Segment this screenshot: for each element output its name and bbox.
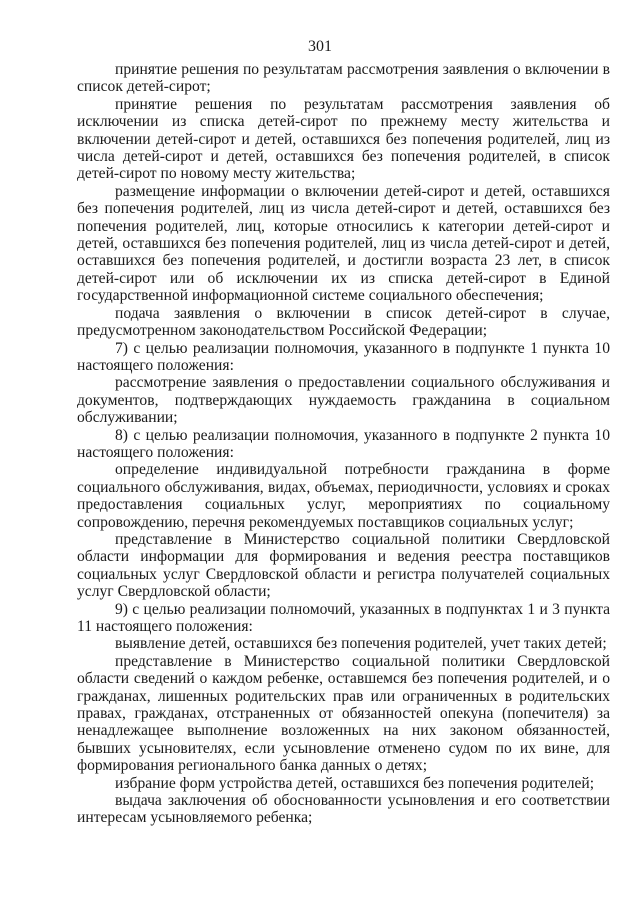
paragraph: подача заявления о включении в список детей-сирот в случае, предусмотренном законодательством Российской Федерации; [77,304,610,340]
paragraph: представление в Министерство социальной политики Свердловской области информации для формирования и ведения реестра поставщиков социальных услуг Свердловской области и регистра получателей социальных услуг Свердловской области; [77,530,610,601]
paragraph: принятие решения по результатам рассмотрения заявления о включении в список детей-сирот; [77,61,610,96]
paragraph: 8) с целью реализации полномочия, указанного в подпункте 2 пункта 10 настоящего положения: [77,426,610,461]
paragraph: принятие решения по результатам рассмотрения заявления об исключении из списка детей-сирот по прежнему месту жительства и включении детей-сирот и детей, оставшихся без попечения родителей, лиц из числа детей-сирот и детей, оставшихся без попечения родителей, в список детей-сирот по новому месту жительства; [77,95,610,183]
paragraph: выдача заключения об обоснованности усыновления и его соответствии интересам усыновляемого ребенка; [77,792,610,827]
paragraph: 9) с целью реализации полномочий, указанных в подпунктах 1 и 3 пункта 11 настоящего положения: [77,600,610,635]
paragraph: размещение информации о включении детей-сирот и детей, оставшихся без попечения родителей, лиц из числа детей-сирот и детей, оставшихся без попечения родителей, лиц, которые относились к категории детей-сирот и детей, оставшихся без попечения родителей, лиц из числа детей-сирот и детей, оставшихся без попечения родителей, и достигли возраста 23 лет, в список детей-сирот или об исключении их из списка детей-сирот в Единой государственной информационной системе социального обеспечения; [77,182,610,305]
paragraph: избрание форм устройства детей, оставшихся без попечения родителей; [115,774,595,792]
paragraph: представление в Министерство социальной политики Свердловской области сведений о каждом ребенке, оставшемся без попечения родителей, и о гражданах, лишенных родительских прав или ограниченных в родительских правах, гражданах, отстраненных от обязанностей опекуна (попечителя) за ненадлежащее выполнение возложенных на них законом обязанностей, бывших усыновителях, если усыновление отменено судом по их вине, для формирования регионального банка данных о детях; [77,652,610,775]
paragraph: определение индивидуальной потребности гражданина в форме социального обслуживания, видах, объемах, периодичности, условиях и сроках предоставления социальных услуг, мероприятиях по социальному сопровождению, перечня рекомендуемых поставщиков социальных услуг; [77,461,610,531]
paragraph: 7) с целью реализации полномочия, указанного в подпункте 1 пункта 10 настоящего положения: [77,339,610,374]
page-number: 301 [308,38,332,55]
paragraph: рассмотрение заявления о предоставлении социального обслуживания и документов, подтверждающих нуждаемость гражданина в социальном обслуживании; [77,374,610,427]
document-body [77,61,610,827]
paragraph: выявление детей, оставшихся без попечения родителей, учет таких детей; [115,635,607,653]
